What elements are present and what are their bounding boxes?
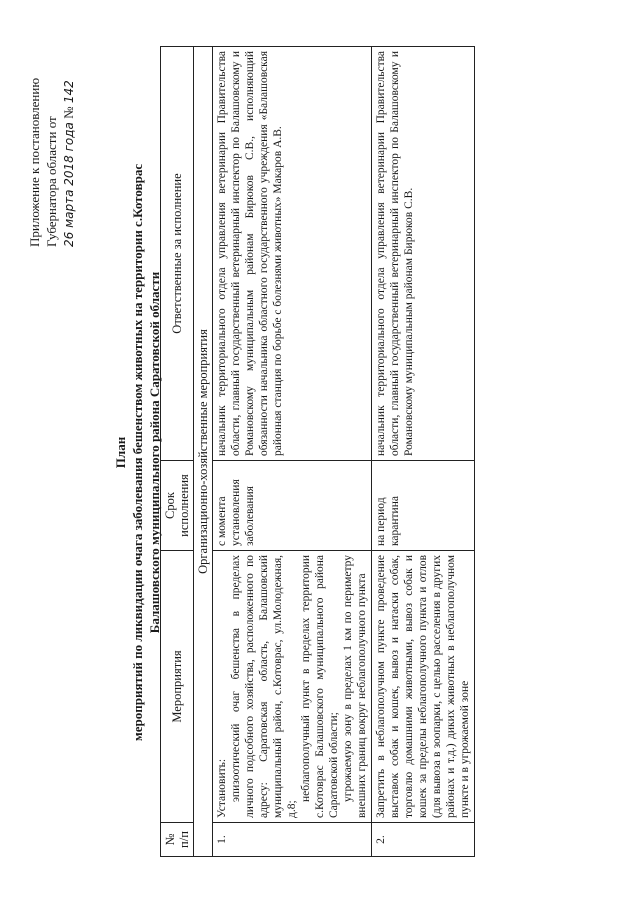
rotated-page (20, 30, 600, 875)
row-1-deadline: с момента установления заболевания (213, 461, 372, 551)
row-1-num: 1. (213, 823, 372, 857)
appendix-note (26, 37, 78, 247)
appendix-line-1: Приложение к постановлению (27, 77, 42, 247)
table-row (213, 47, 372, 857)
appendix-line-2: Губернатора области от (44, 116, 59, 247)
plan-title-line-1: План (113, 436, 128, 469)
row-2-responsible: начальник территориального отдела управления ветеринарии Правительства области, главный государственный ветеринарный инспектор по Балашовскому и Романовскому муниципальным районам Бирюков С.В. (372, 47, 475, 461)
plan-title-line-3: Балашовского муниципального района Саратовской области (147, 271, 162, 634)
section-title: Организационно-хозяйственные мероприятия (194, 47, 213, 857)
row-1-measure-p3: угрожаемую зону в пределах 1 км по периметру внешних границ вокруг неблагополучного пункта (342, 555, 368, 818)
row-1-measure-p1: эпизоотический очаг бешенства в пределах личного подсобного хозяйства, расположенного по адресу: Саратовская область, Балашовский муниципальный район, с.Котоврас, ул.Молодежная, д.8; (230, 555, 298, 818)
row-1-measure (213, 551, 372, 823)
plan-title-line-2: мероприятий по ликвидации очага заболевания бешенством животных на территории с.Котоврас (130, 163, 145, 742)
appendix-date: 26 марта 2018 года (62, 122, 76, 247)
row-2-num: 2. (372, 823, 475, 857)
appendix-date-line (60, 37, 78, 247)
row-1-measure-lead: Установить: (216, 758, 228, 818)
row-2-measure: Запретить в неблагополучном пункте проведение выставок собак и кошек, вывоз и натаски собак, торговлю домашними животными, вывоз собак и кошек за пределы неблагополучного пункта и отлов (для вывоза в зоопарки, с целью расселения в других районах и т.д.) диких животных в неблагополучном пункте и в угрожаемой зоне (372, 551, 475, 823)
plan-title (112, 30, 163, 875)
section-row (194, 47, 213, 857)
header-deadline: Срок исполнения (161, 461, 194, 551)
header-num: № п/п (161, 823, 194, 857)
appendix-number: 142 (62, 80, 76, 104)
row-1-measure-p2: неблагополучный пункт в пределах территории с.Котоврас Балашовского муниципального района Саратовской области; (300, 555, 340, 818)
row-1-responsible: начальник территориального отдела управления ветеринарии Правительства области, главный государственный ветеринарный инспектор по Балашовскому и Романовскому муниципальным районам Бирюков С.В., исполняющий обязанности начальника областного государственного учреждения «Балашовская районная станция по борьбе с болезнями животных» Макаров А.В. (213, 47, 372, 461)
appendix-number-label: № (61, 106, 76, 119)
measures-table (160, 46, 475, 857)
table-row (372, 47, 475, 857)
table-header-row (161, 47, 194, 857)
header-responsible: Ответственные за исполнение (161, 47, 194, 461)
row-2-deadline: на период карантина (372, 461, 475, 551)
header-measures: Мероприятия (161, 551, 194, 823)
